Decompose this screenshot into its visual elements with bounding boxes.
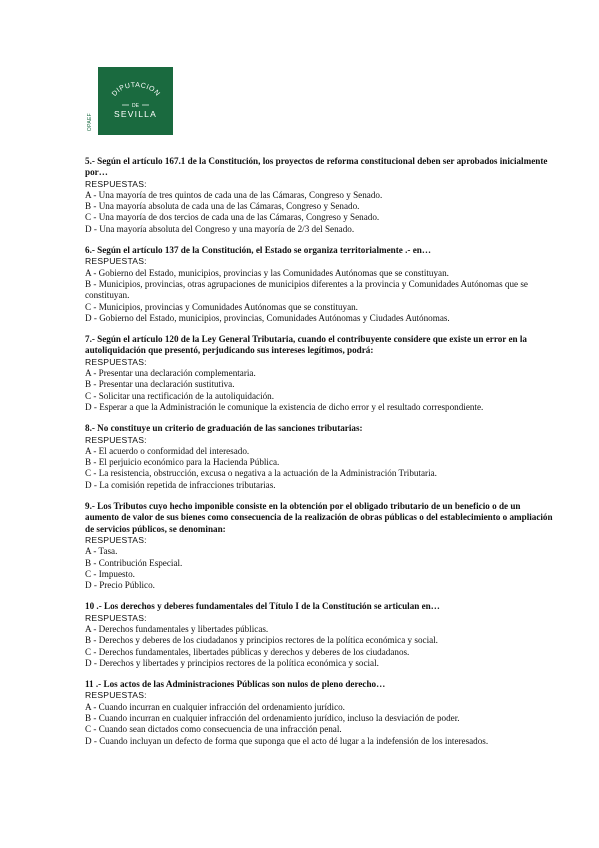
answer-option: D - La comisión repetida de infracciones tributarias.	[85, 479, 276, 490]
question-block	[85, 501, 555, 591]
answers-label: RESPUESTAS:	[85, 256, 147, 267]
answer-option: B - Una mayoría absoluta de cada una de las Cámaras, Congreso y Senado.	[85, 201, 360, 212]
answer-option: C - Municipios, provincias y Comunidades Autónomas que se constituyan.	[85, 301, 358, 312]
logo	[85, 67, 173, 135]
answer-option: B - Cuando incurran en cualquier infracción del ordenamiento jurídico, incluso la desviación de poder.	[85, 713, 460, 724]
logo-bottom-text: SEVILLA	[114, 109, 157, 119]
logo-side-bar	[85, 67, 98, 135]
answer-option: B - El perjuicio económico para la Hacienda Pública.	[85, 457, 280, 468]
logo-side-text: OPAEF	[87, 112, 93, 131]
answer-option: D - Cuando incluyan un defecto de forma que suponga que el acto dé lugar a la indefensión de los interesados.	[85, 735, 489, 746]
question-title: 6.- Según el artículo 137 de la Constitución, el Estado se organiza territorialmente .- en…	[85, 245, 431, 256]
answers-label: RESPUESTAS:	[85, 178, 147, 189]
answer-option: B - Contribución Especial.	[85, 557, 183, 568]
answer-option: A - Tasa.	[85, 546, 118, 557]
answers-label: RESPUESTAS:	[85, 690, 147, 701]
answer-option: C - Impuesto.	[85, 568, 135, 579]
answer-option: C - La resistencia, obstrucción, excusa o negativa a la actuación de la Administración Tributaria.	[85, 468, 437, 479]
question-title: 9.- Los Tributos cuyo hecho imponible consiste en la obtención por el obligado tributario de un beneficio o de un aumento de valor de sus bienes como consecuencia de la realización de obras públicas o del establecimiento o ampliación de servicios públicos, se denominan:	[85, 501, 553, 534]
answer-option: C - Solicitar una rectificación de la autoliquidación.	[85, 390, 275, 401]
question-list	[85, 156, 555, 757]
question-title: 7.- Según el artículo 120 de la Ley General Tributaria, cuando el contribuyente considere que existe un error en la autoliquidación que presentó, perjudicando sus intereses legítimos, podrá:	[85, 334, 527, 356]
answer-option: A - Derechos fundamentales y libertades públicas.	[85, 623, 269, 634]
question-block	[85, 334, 555, 413]
answers-label: RESPUESTAS:	[85, 534, 147, 545]
answers-label: RESPUESTAS:	[85, 612, 147, 623]
question-title: 5.- Según el artículo 167.1 de la Constitución, los proyectos de reforma constitucional deben ser aprobados inicialmente por…	[85, 156, 548, 178]
question-block	[85, 245, 555, 324]
answer-option: B - Municipios, provincias, otras agrupaciones de municipios diferentes a la provincia y Comunidades Autónomas que se constituyan.	[85, 278, 528, 301]
answer-option: D - Derechos y libertades y principios rectores de la política económica y social.	[85, 657, 379, 668]
answer-option: B - Presentar una declaración sustitutiva.	[85, 379, 235, 390]
answer-option: D - Una mayoría absoluta del Congreso y una mayoría de 2/3 del Senado.	[85, 223, 355, 234]
svg-text:DIPUTACION	[111, 82, 161, 98]
logo-de-text: DE	[132, 103, 139, 109]
question-title: 11 .- Los actos de las Administraciones Públicas son nulos de pleno derecho…	[85, 679, 386, 690]
answer-option: A - Presentar una declaración complementaria.	[85, 368, 256, 379]
diputacion-sevilla-logo	[98, 67, 173, 135]
question-block	[85, 679, 555, 747]
answer-option: A - Gobierno del Estado, municipios, provincias y las Comunidades Autónomas que se constituyan.	[85, 267, 449, 278]
answer-option: D - Esperar a que la Administración le comunique la existencia de dicho error y el resultado correspondiente.	[85, 401, 484, 412]
answer-option: D - Gobierno del Estado, municipios, provincias, Comunidades Autónomas y Ciudades Autónomas.	[85, 312, 450, 323]
answers-label: RESPUESTAS:	[85, 434, 147, 445]
answer-option: C - Cuando sean dictados como consecuencia de una infracción penal.	[85, 724, 342, 735]
question-block	[85, 423, 555, 491]
question-title: 8.- No constituye un criterio de graduación de las sanciones tributarias:	[85, 423, 363, 434]
answer-option: A - El acuerdo o conformidad del interesado.	[85, 445, 250, 456]
answers-label: RESPUESTAS:	[85, 356, 147, 367]
logo-top-text: DIPUTACION	[111, 81, 161, 98]
answer-option: D - Precio Público.	[85, 580, 155, 591]
answer-option: A - Cuando incurran en cualquier infracción del ordenamiento jurídico.	[85, 701, 345, 712]
question-block	[85, 156, 555, 235]
answer-option: B - Derechos y deberes de los ciudadanos y principios rectores de la política económica y social.	[85, 635, 438, 646]
question-block	[85, 601, 555, 669]
answer-option: C - Derechos fundamentales, libertades públicas y derechos y deberes de los ciudadanos.	[85, 646, 410, 657]
question-title: 10 .- Los derechos y deberes fundamentales del Título I de la Constitución se articulan en…	[85, 601, 440, 612]
answer-option: C - Una mayoría de dos tercios de cada una de las Cámaras, Congreso y Senado.	[85, 212, 380, 223]
logo-emblem	[98, 67, 173, 135]
answer-option: A - Una mayoría de tres quintos de cada una de las Cámaras, Congreso y Senado.	[85, 189, 383, 200]
